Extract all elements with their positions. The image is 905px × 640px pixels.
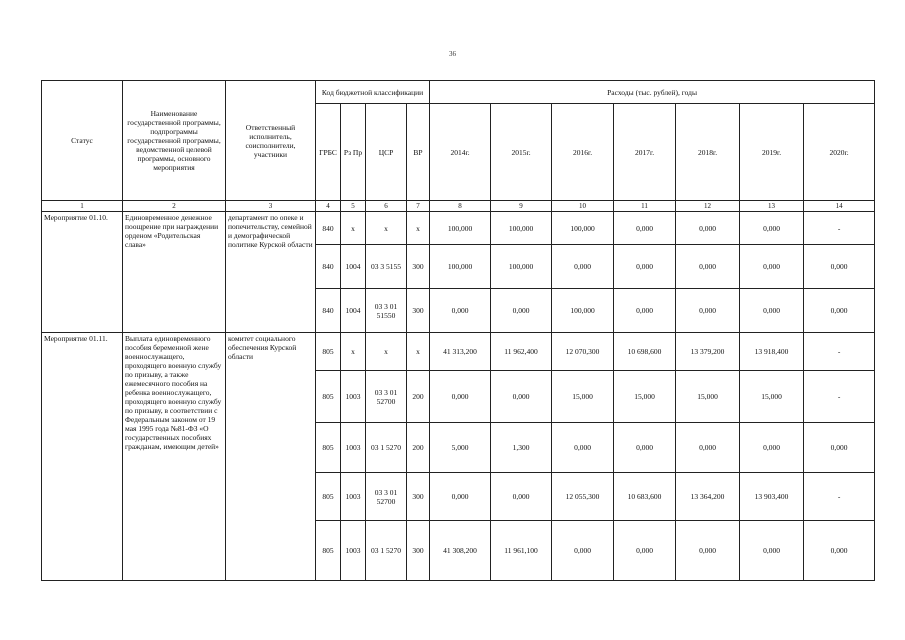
value-cell: - [804, 371, 875, 423]
value-cell: 0,000 [740, 212, 804, 245]
column-number: 1 [42, 201, 123, 212]
csr-cell: 03 3 5155 [366, 245, 407, 289]
value-cell: 0,000 [552, 245, 614, 289]
grbs-cell: 805 [316, 333, 341, 371]
rz-pr-cell: 1003 [341, 473, 366, 521]
column-number: 6 [366, 201, 407, 212]
value-cell: 13 918,400 [740, 333, 804, 371]
column-number: 3 [226, 201, 316, 212]
grbs-cell: 805 [316, 423, 341, 473]
header-budget-code: Код бюджетной классификации [316, 81, 430, 104]
rz-pr-cell: 1004 [341, 289, 366, 333]
grbs-cell: 805 [316, 473, 341, 521]
vr-cell: 300 [407, 473, 430, 521]
grbs-cell: 840 [316, 212, 341, 245]
rz-pr-cell: 1004 [341, 245, 366, 289]
value-cell: 0,000 [676, 245, 740, 289]
value-cell: 15,000 [614, 371, 676, 423]
value-cell: 0,000 [614, 521, 676, 581]
value-cell: 0,000 [614, 212, 676, 245]
value-cell: 13 364,200 [676, 473, 740, 521]
value-cell: 0,000 [614, 423, 676, 473]
budget-table [41, 80, 875, 581]
value-cell: 0,000 [740, 245, 804, 289]
program-name-cell: Выплата единовременного пособия беременной жене военнослужащего, проходящего военную службу по призыву, а также ежемесячного пособия на ребенка военнослужащего, проходящего военную службу по призыву, в соответствии с Федеральным законом от 19 мая 1995 года №81-ФЗ «О государственных пособиях гражданам, имеющим детей» [123, 333, 226, 581]
column-number: 10 [552, 201, 614, 212]
value-cell: 100,000 [430, 212, 491, 245]
value-cell: 10 683,600 [614, 473, 676, 521]
vr-cell: 300 [407, 245, 430, 289]
csr-cell: x [366, 212, 407, 245]
value-cell: 41 313,200 [430, 333, 491, 371]
header-expenses: Расходы (тыс. рублей), годы [430, 81, 875, 104]
header-vr: ВР [407, 104, 430, 201]
value-cell: 12 055,300 [552, 473, 614, 521]
grbs-cell: 805 [316, 371, 341, 423]
value-cell: 0,000 [740, 289, 804, 333]
header-rz-pr: Рз Пр [341, 104, 366, 201]
csr-cell: 03 1 5270 [366, 423, 407, 473]
value-cell: 15,000 [740, 371, 804, 423]
column-number: 7 [407, 201, 430, 212]
value-cell: 12 070,300 [552, 333, 614, 371]
value-cell: 0,000 [430, 289, 491, 333]
vr-cell: 200 [407, 371, 430, 423]
value-cell: 0,000 [552, 521, 614, 581]
value-cell: 0,000 [804, 521, 875, 581]
rz-pr-cell: x [341, 333, 366, 371]
header-year: 2015г. [491, 104, 552, 201]
value-cell: 0,000 [676, 521, 740, 581]
column-number: 2 [123, 201, 226, 212]
value-cell: 1,300 [491, 423, 552, 473]
page-number: 36 [449, 50, 456, 58]
column-number-row [42, 201, 875, 212]
value-cell: 100,000 [552, 212, 614, 245]
value-cell: 41 308,200 [430, 521, 491, 581]
header-status: Статус [42, 81, 123, 201]
value-cell: 0,000 [614, 245, 676, 289]
header-grbs: ГРБС [316, 104, 341, 201]
header-year: 2019г. [740, 104, 804, 201]
csr-cell: 03 3 01 52700 [366, 473, 407, 521]
value-cell: 100,000 [491, 245, 552, 289]
value-cell: 0,000 [430, 371, 491, 423]
csr-cell: 03 3 01 51550 [366, 289, 407, 333]
grbs-cell: 840 [316, 289, 341, 333]
column-number: 4 [316, 201, 341, 212]
value-cell: 100,000 [552, 289, 614, 333]
responsible-cell: департамент по опеке и попечительству, семейной и демографической политике Курской области [226, 212, 316, 333]
vr-cell: 300 [407, 289, 430, 333]
responsible-cell: комитет социального обеспечения Курской области [226, 333, 316, 581]
value-cell: 15,000 [552, 371, 614, 423]
table-row [42, 212, 875, 245]
csr-cell: x [366, 333, 407, 371]
value-cell: 0,000 [676, 212, 740, 245]
column-number: 14 [804, 201, 875, 212]
rz-pr-cell: 1003 [341, 371, 366, 423]
csr-cell: 03 3 01 52700 [366, 371, 407, 423]
csr-cell: 03 1 5270 [366, 521, 407, 581]
value-cell: 11 961,100 [491, 521, 552, 581]
header-year: 2018г. [676, 104, 740, 201]
header-year: 2014г. [430, 104, 491, 201]
value-cell: 0,000 [491, 371, 552, 423]
value-cell: 100,000 [491, 212, 552, 245]
header-year: 2017г. [614, 104, 676, 201]
header-csr: ЦСР [366, 104, 407, 201]
status-cell: Мероприятие 01.10. [42, 212, 123, 333]
value-cell: 0,000 [676, 423, 740, 473]
header-year: 2016г. [552, 104, 614, 201]
vr-cell: x [407, 212, 430, 245]
vr-cell: 300 [407, 521, 430, 581]
grbs-cell: 840 [316, 245, 341, 289]
value-cell: 0,000 [804, 289, 875, 333]
value-cell: 100,000 [430, 245, 491, 289]
vr-cell: x [407, 333, 430, 371]
value-cell: - [804, 212, 875, 245]
program-name-cell: Единовременное денежное поощрение при награждении орденом «Родительская слава» [123, 212, 226, 333]
value-cell: - [804, 333, 875, 371]
value-cell: 0,000 [676, 289, 740, 333]
column-number: 5 [341, 201, 366, 212]
column-number: 9 [491, 201, 552, 212]
value-cell: 0,000 [430, 473, 491, 521]
header-responsible: Ответственный исполнитель, соисполнители, участники [226, 81, 316, 201]
value-cell: - [804, 473, 875, 521]
value-cell: 5,000 [430, 423, 491, 473]
column-number: 11 [614, 201, 676, 212]
status-cell: Мероприятие 01.11. [42, 333, 123, 581]
column-number: 12 [676, 201, 740, 212]
value-cell: 13 379,200 [676, 333, 740, 371]
grbs-cell: 805 [316, 521, 341, 581]
value-cell: 0,000 [491, 289, 552, 333]
column-number: 13 [740, 201, 804, 212]
value-cell: 0,000 [740, 423, 804, 473]
value-cell: 0,000 [740, 521, 804, 581]
header-row-1 [42, 81, 875, 104]
column-number: 8 [430, 201, 491, 212]
value-cell: 11 962,400 [491, 333, 552, 371]
value-cell: 0,000 [804, 245, 875, 289]
value-cell: 0,000 [552, 423, 614, 473]
value-cell: 13 903,400 [740, 473, 804, 521]
header-program-name: Наименование государственной программы, подпрограммы государственной программы, ведомственной целевой программы, основного мероприятия [123, 81, 226, 201]
vr-cell: 200 [407, 423, 430, 473]
table-row [42, 333, 875, 371]
value-cell: 15,000 [676, 371, 740, 423]
value-cell: 10 698,600 [614, 333, 676, 371]
rz-pr-cell: 1003 [341, 521, 366, 581]
value-cell: 0,000 [491, 473, 552, 521]
value-cell: 0,000 [614, 289, 676, 333]
rz-pr-cell: x [341, 212, 366, 245]
value-cell: 0,000 [804, 423, 875, 473]
header-year: 2020г. [804, 104, 875, 201]
rz-pr-cell: 1003 [341, 423, 366, 473]
